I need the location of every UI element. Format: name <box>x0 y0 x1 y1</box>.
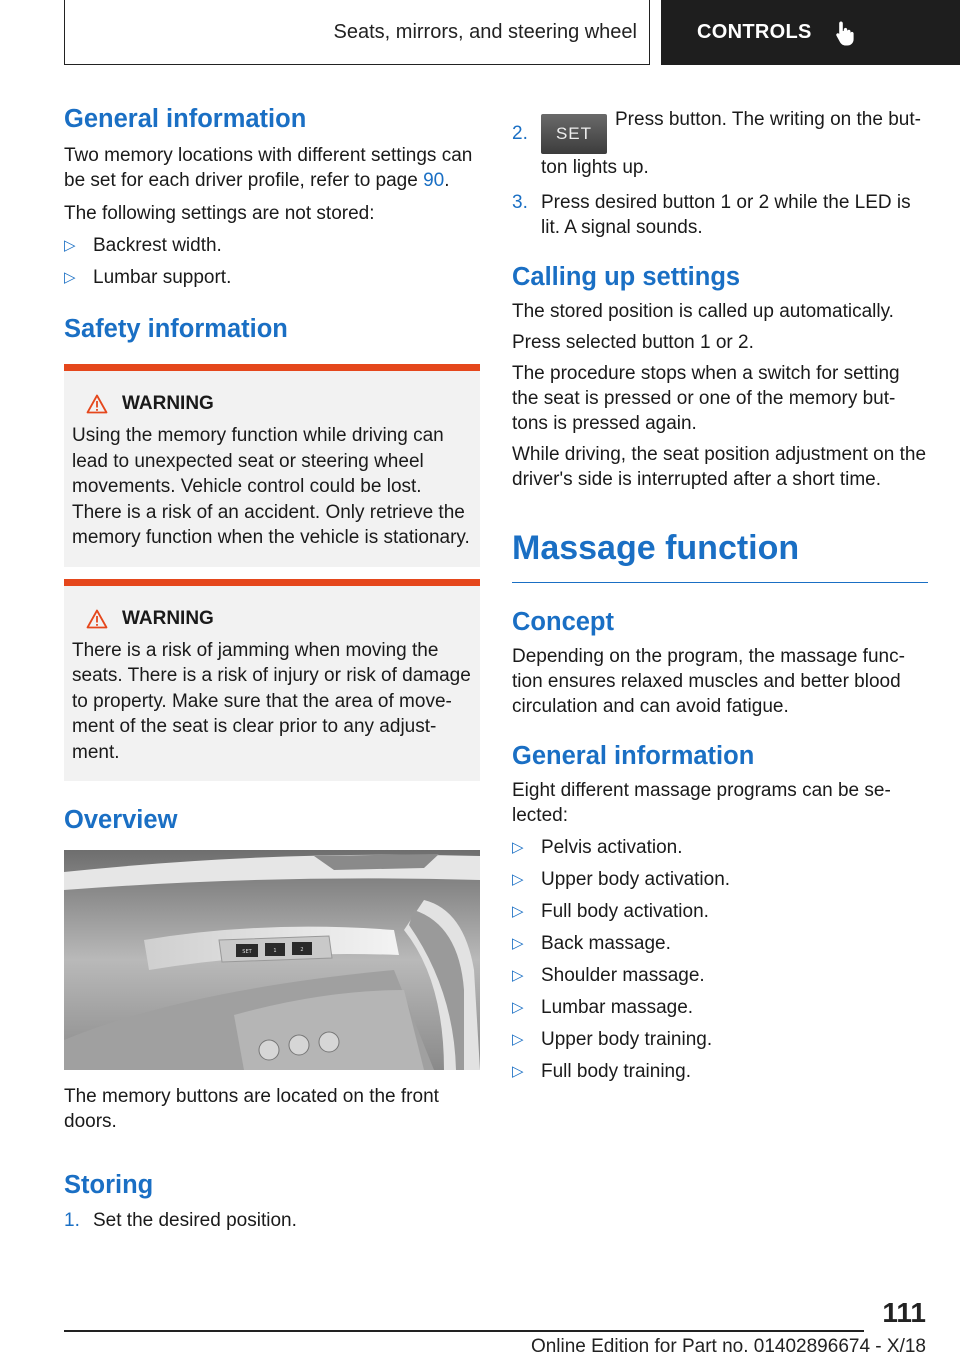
list-item-text: Lumbar support. <box>93 266 232 288</box>
calling-up-p1: The stored position is called up automatically. <box>512 300 894 322</box>
step-text: Press button. The writing on the but‐ton lights up. <box>541 109 921 178</box>
page-number: 111 <box>882 1297 926 1328</box>
not-stored-list <box>64 233 480 290</box>
warning-title <box>86 393 472 415</box>
massage-function-heading: Massage function <box>512 528 928 584</box>
step-number: 1. <box>64 1210 80 1232</box>
warning-triangle-icon <box>86 609 108 629</box>
list-item-text: Backrest width. <box>93 234 222 256</box>
calling-up-p2: Press selected button 1 or 2. <box>512 331 754 353</box>
triangle-bullet-icon: ▷ <box>512 1062 524 1080</box>
list-item <box>64 1208 480 1233</box>
triangle-bullet-icon: ▷ <box>512 870 524 888</box>
not-stored-intro: The following settings are not stored: <box>64 202 375 224</box>
step-number: 3. <box>512 192 528 213</box>
triangle-bullet-icon: ▷ <box>512 966 524 984</box>
massage-programs-list <box>512 835 928 1084</box>
list-item <box>512 835 928 860</box>
list-item <box>512 190 928 240</box>
calling-up-p3: The procedure stops when a switch for setting the seat is pressed or one of the memory but‐tons is pressed again. <box>512 362 900 434</box>
list-item-text: Shoulder massage. <box>541 964 705 986</box>
general-info-text: Two memory locations with different settings can be set for each driver profile, refer to page <box>64 144 473 191</box>
page-link[interactable]: 90 <box>423 169 445 191</box>
triangle-bullet-icon: ▷ <box>64 236 76 254</box>
list-item-text: Back massage. <box>541 932 671 954</box>
general-info-2-heading: General information <box>512 741 755 770</box>
list-item-text: Upper body training. <box>541 1028 713 1050</box>
warning-triangle-icon <box>86 394 108 414</box>
left-column <box>64 100 480 1233</box>
list-item <box>64 265 480 290</box>
list-item-text: Pelvis activation. <box>541 836 683 858</box>
hand-pointer-icon <box>834 20 856 46</box>
step-text: Set the desired position. <box>93 1210 297 1232</box>
list-item-text: Full body training. <box>541 1060 691 1082</box>
warning-text: Using the memory function while driving can lead to unexpected seat or steering wheel movements. Vehicle control could be lost. There is a risk of an accident. Only retrieve the memory function when the vehicle is stationary. <box>72 425 470 549</box>
triangle-bullet-icon: ▷ <box>512 1030 524 1048</box>
section-title: Seats, mirrors, and steering wheel <box>64 0 650 65</box>
right-column <box>512 106 928 1084</box>
general-info-2-paragraph: Eight different massage programs can be se‐lected: <box>512 779 891 826</box>
warning-title-text: WARNING <box>122 607 214 629</box>
list-item-text: Full body activation. <box>541 900 709 922</box>
list-item <box>512 899 928 924</box>
list-item <box>512 963 928 988</box>
warning-title-text: WARNING <box>122 393 214 415</box>
photo-button-1-label: 1 <box>273 947 277 954</box>
warning-title <box>86 608 472 630</box>
list-item <box>512 995 928 1020</box>
step-number: 2. <box>512 123 528 144</box>
triangle-bullet-icon: ▷ <box>512 902 524 920</box>
list-item-text: Lumbar massage. <box>541 996 694 1018</box>
concept-paragraph: Depending on the program, the massage func‐tion ensures relaxed muscles and better blood circulation and can avoid fatigue. <box>512 645 905 717</box>
triangle-bullet-icon: ▷ <box>512 934 524 952</box>
general-info-paragraph <box>64 143 480 193</box>
list-item <box>64 233 480 258</box>
list-item <box>512 931 928 956</box>
photo-button-2-label: 2 <box>300 946 304 953</box>
door-memory-buttons-photo <box>64 850 480 1070</box>
overview-heading: Overview <box>64 806 178 835</box>
storing-steps-continued <box>512 106 928 240</box>
photo-set-label: SET <box>242 948 252 955</box>
list-item-text: Upper body activation. <box>541 868 731 890</box>
calling-up-p4: While driving, the seat position adjustment on the driver's side is interrupted after a short time. <box>512 443 927 490</box>
footer-divider <box>64 1330 864 1332</box>
list-item <box>512 867 928 892</box>
chapter-title: CONTROLS <box>697 21 812 43</box>
general-info-end: . <box>444 169 450 191</box>
list-item <box>512 1059 928 1084</box>
safety-info-heading: Safety information <box>64 314 288 343</box>
list-item <box>512 106 928 182</box>
page-header <box>64 0 960 65</box>
storing-heading: Storing <box>64 1170 154 1199</box>
chapter-tab <box>661 0 960 65</box>
triangle-bullet-icon: ▷ <box>64 268 76 286</box>
edition-footer: Online Edition for Part no. 01402896674 - X/18 <box>530 1336 926 1357</box>
overview-caption: The memory buttons are located on the front doors. <box>64 1085 439 1132</box>
set-button-image: SET <box>541 114 607 154</box>
general-info-heading: General information <box>64 105 307 133</box>
warning-text: There is a risk of jamming when moving the seats. There is a risk of injury or risk of damage to property. Make sure that the area of move‐ment of the seat is clear prior to any adjust‐ment. <box>72 639 471 763</box>
triangle-bullet-icon: ▷ <box>512 998 524 1016</box>
calling-up-heading: Calling up settings <box>512 263 741 291</box>
warning-box <box>64 364 480 567</box>
list-item <box>512 1027 928 1052</box>
triangle-bullet-icon: ▷ <box>512 838 524 856</box>
step-text: Press desired button 1 or 2 while the LED is lit. A signal sounds. <box>541 192 911 238</box>
storing-steps <box>64 1208 480 1233</box>
concept-heading: Concept <box>512 608 614 637</box>
warning-box <box>64 579 480 782</box>
